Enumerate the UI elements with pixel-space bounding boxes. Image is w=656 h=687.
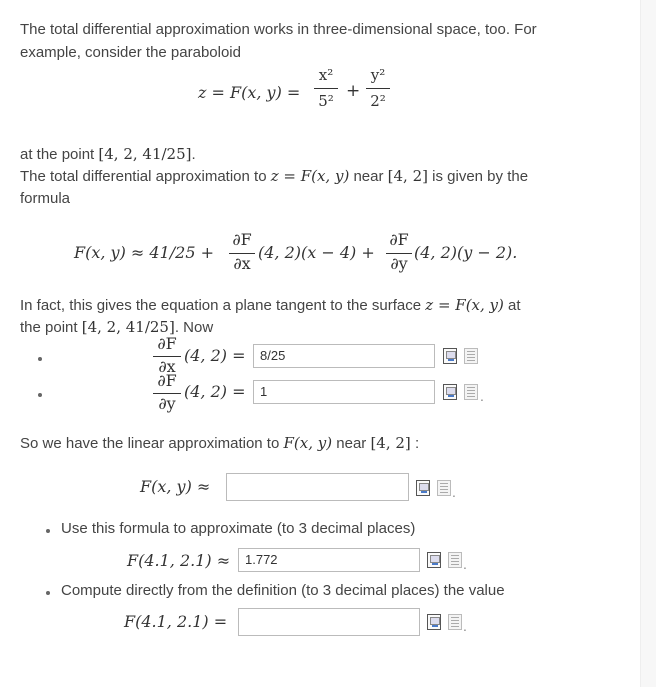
- compute-instruction: Compute directly from the definition (to 3 decimal places) the value: [61, 582, 505, 599]
- approx-label: F(4.1, 2.1) ≈: [127, 551, 231, 570]
- formula-d1-den: ∂x: [233, 254, 251, 273]
- linear-point: [4, 2]: [370, 434, 411, 452]
- partial-y-eval: (4, 2) =: [184, 382, 246, 401]
- linear-line: [20, 432, 419, 455]
- help-icon[interactable]: [464, 348, 478, 364]
- tda-text-b: near: [349, 168, 388, 185]
- help-icon[interactable]: [464, 384, 478, 400]
- help-icon[interactable]: [437, 480, 451, 496]
- intro-line-1: The total differential approximation works in three-dimensional space, too. For: [20, 21, 537, 38]
- term1-numerator: x²: [318, 66, 334, 84]
- tangent-point: [4, 2, 41/25]: [81, 318, 175, 336]
- term1-denominator: 5²: [318, 92, 334, 110]
- tangent-text-a: In fact, this gives the equation a plane tangent to the surface: [20, 297, 426, 314]
- bullet-dot: [46, 591, 50, 595]
- tda-line-2: formula: [20, 190, 71, 207]
- plus-sign: +: [346, 81, 361, 101]
- formula-tail: (4, 2)(y − 2).: [414, 243, 518, 262]
- formula-d1-num: ∂F: [232, 230, 252, 249]
- partial-y-den: ∂y: [158, 394, 176, 413]
- linear-text-b: near: [332, 435, 371, 452]
- linear-answer-input[interactable]: [226, 473, 409, 501]
- bullet-dot: [46, 529, 50, 533]
- term2-denominator: 2²: [370, 92, 386, 110]
- point-line: [20, 143, 196, 166]
- formula-d2-num: ∂F: [389, 230, 409, 249]
- help-icon[interactable]: [448, 552, 462, 568]
- scrollbar-track[interactable]: [640, 0, 656, 687]
- tda-line-1: [20, 165, 528, 188]
- tda-text-a: The total differential approximation to: [20, 168, 271, 185]
- tangent-text-b: at: [503, 297, 521, 314]
- tangent-text-d: . Now: [174, 319, 214, 336]
- tangent-line-1: [20, 294, 521, 317]
- point-suffix: .: [191, 146, 196, 163]
- formula-mid: (4, 2)(x − 4) +: [258, 243, 375, 262]
- preview-icon[interactable]: [427, 614, 441, 630]
- partial-x-eval: (4, 2) =: [184, 346, 246, 365]
- bullet-dot: [38, 357, 42, 361]
- preview-icon[interactable]: [443, 348, 457, 364]
- tda-point: [4, 2]: [387, 167, 428, 185]
- help-icon[interactable]: [448, 614, 462, 630]
- linear-answer-label: F(x, y) ≈: [140, 477, 211, 496]
- function-lhs: z = F(x, y) =: [198, 83, 301, 102]
- exact-label: F(4.1, 2.1) =: [124, 612, 228, 631]
- partial-x-num: ∂F: [157, 334, 177, 353]
- partial-x-den: ∂x: [158, 357, 176, 376]
- linear-text-c: :: [410, 435, 420, 452]
- exact-input[interactable]: [238, 608, 420, 636]
- formula-d2-den: ∂y: [390, 254, 408, 273]
- tda-math: z = F(x, y): [270, 167, 350, 185]
- approximate-instruction: Use this formula to approximate (to 3 decimal places): [61, 520, 416, 537]
- tangent-line-2: [20, 316, 213, 339]
- point-prefix: at the point: [20, 146, 99, 163]
- term2-numerator: y²: [370, 66, 386, 84]
- approx-input[interactable]: 1.772: [238, 548, 420, 572]
- linear-math: F(x, y): [283, 434, 333, 452]
- preview-icon[interactable]: [416, 480, 430, 496]
- intro-line-2: example, consider the paraboloid: [20, 44, 241, 61]
- partial-y-num: ∂F: [157, 371, 177, 390]
- preview-icon[interactable]: [443, 384, 457, 400]
- formula-lhs: F(x, y) ≈ 41/25 +: [74, 243, 214, 262]
- point-value: [4, 2, 41/25]: [98, 145, 192, 163]
- tangent-text-c: the point: [20, 319, 82, 336]
- bullet-dot: [38, 393, 42, 397]
- linear-text-a: So we have the linear approximation to: [20, 435, 284, 452]
- preview-icon[interactable]: [427, 552, 441, 568]
- tda-text-c: is given by the: [427, 168, 529, 185]
- partial-x-input[interactable]: 8/25: [253, 344, 435, 368]
- tangent-math: z = F(x, y): [425, 296, 504, 314]
- partial-y-input[interactable]: 1: [253, 380, 435, 404]
